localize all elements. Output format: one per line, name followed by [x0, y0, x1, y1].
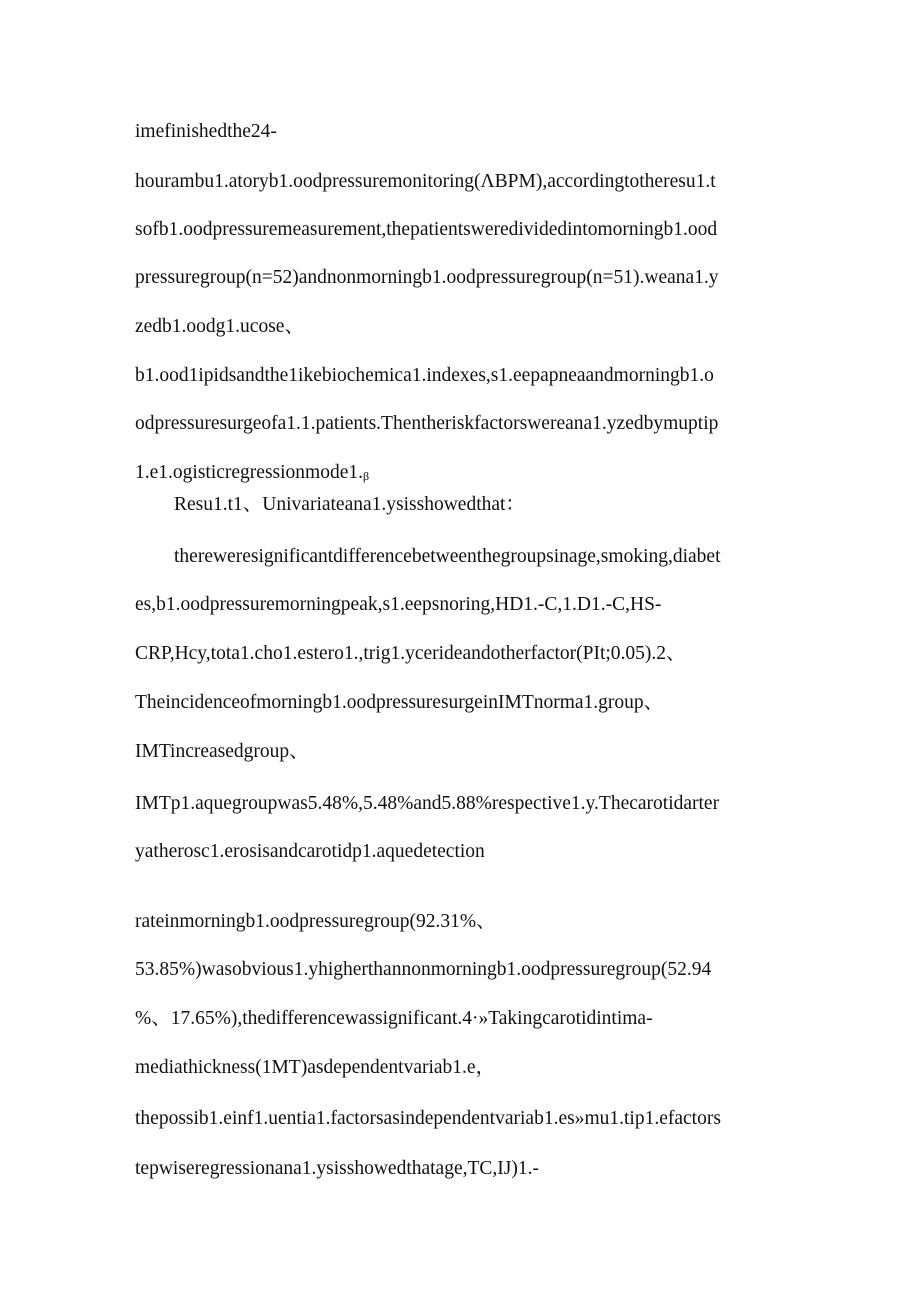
text-line: imefinishedthe24-: [135, 121, 277, 142]
text-line: hourambu1.atoryb1.oodpressuremonitoring(ΛBPM),accordingtotheresu1.t: [135, 171, 716, 192]
text-line: rateinmorningb1.oodpressuregroup(92.31%、: [135, 911, 496, 932]
text-line: %、17.65%),thedifferencewassignificant.4·»Takingcarotidintima-: [135, 1008, 653, 1029]
text-line: 53.85%)wasobvious1.yhigherthannonmorningb1.oodpressuregroup(52.94: [135, 959, 712, 980]
text-line: thepossib1.einf1.uentia1.factorsasindependentvariab1.es»mu1.tip1.efactors: [135, 1108, 721, 1129]
text-line: odpressuresurgeofa1.1.patients.Thentheriskfactorswereana1.yzedbymuptip: [135, 413, 719, 434]
text-line: zedb1.oodg1.ucose、: [135, 316, 304, 337]
text-line: mediathickness(1MT)asdependentvariab1.e，: [135, 1057, 496, 1078]
text-line: thereweresignificantdifferencebetweenthegroupsinage,smoking,diabet: [174, 546, 721, 567]
text-line: pressuregroup(n=52)andnonmorningb1.oodpressuregroup(n=51).weana1.y: [135, 267, 719, 288]
text-line: Resu1.t1、Univariateana1.ysisshowedthat：: [174, 494, 525, 515]
text-line: CRP,Hcy,tota1.cho1.estero1.,trig1.ycerideandotherfactor(PIt;0.05).2、: [135, 643, 686, 664]
text-line: b1.ood1ipidsandthe1ikebiochemica1.indexes,s1.eepapneaandmorningb1.o: [135, 365, 714, 386]
text-line: Theincidenceofmorningb1.oodpressuresurgeinIMTnorma1.group、: [135, 692, 664, 713]
text-line-content: 1.e1.ogisticregressionmode1.: [135, 462, 363, 483]
text-line-with-mark: [135, 461, 369, 488]
text-line: tepwiseregressionana1.ysisshowedthatage,TC,IJ)1.-: [135, 1158, 539, 1179]
subscript-mark: β: [363, 469, 370, 483]
text-line: yatherosc1.erosisandcarotidp1.aquedetection: [135, 841, 485, 862]
text-line: IMTincreasedgroup、: [135, 741, 309, 762]
text-line: es,b1.oodpressuremorningpeak,s1.eepsnoring,HD1.-C,1.D1.-C,HS-: [135, 594, 662, 615]
text-line: sofb1.oodpressuremeasurement,thepatientsweredividedintomorningb1.ood: [135, 219, 718, 240]
text-line: IMTp1.aquegroupwas5.48%,5.48%and5.88%respective1.y.Thecarotidarter: [135, 793, 720, 814]
